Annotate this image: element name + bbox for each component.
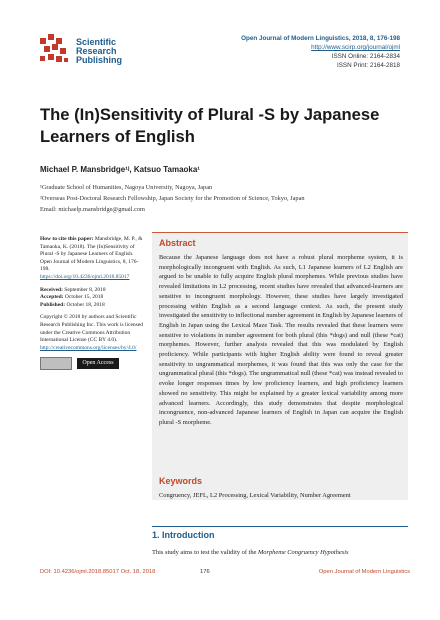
paper-title: The (In)Sensitivity of Plural -S by Japanese Learners of English [40,105,380,146]
journal-url-link[interactable]: http://www.scirp.org/journal/ojml [311,44,400,51]
abstract-heading: Abstract [159,238,196,248]
affiliations [40,182,400,215]
intro-heading: 1. Introduction [152,530,215,540]
cc-by-icon [40,357,72,370]
intro-text-italic: Morpheme Congruency Hypothesis [257,549,349,556]
license-badges [40,357,146,370]
journal-header [241,34,400,70]
author-list: Michael P. Mansbridge¹ʲ, Katsuo Tamaoka¹ [40,165,200,174]
issn-online: ISSN Online: 2164-2834 [331,53,400,60]
accepted-date: October 15, 2018 [64,294,104,301]
open-access-badge: Open Access [77,358,118,369]
received-date: September 8, 2018 [64,286,106,293]
footer-journal: Open Journal of Modern Linguistics [318,569,410,575]
cite-label: How to cite this paper: [40,236,94,242]
abstract-rule [152,232,408,233]
intro-text-start: This study aims to test the validity of the [152,549,258,556]
article-sidebar [40,236,146,370]
published-label: Published: [40,301,66,308]
copyright-text: Copyright © 2018 by authors and Scientific Research Publishing Inc. This work is licensed under the Creative Commons Attribution International License (CC BY 4.0). [40,314,144,344]
citation-block [40,236,146,282]
keywords-heading: Keywords [159,476,203,486]
affiliation-2: ²Overseas Post-Doctoral Research Fellowship, Japan Society for the Promotion of Science, Tokyo, Japan [40,195,305,202]
license-link[interactable]: http://creativecommons.org/licenses/by/4.0/ [40,344,137,351]
copyright-block [40,314,146,352]
published-date: October 18, 2018 [66,301,105,308]
abstract-text: Because the Japanese language does not have a robust plural morpheme system, it is morphologically incongruent with English. As such, L1 Japanese learners of L2 English are argued to be unable to fully acquire English plural morphemes. While previous studies have revealed limitations in L2 processing, recent studies have revealed that advanced-learners are sensitive to incongruent morphology. However, these studies have largely investigated processing within English as a second language context. As such, the present study investigated the sensitivity to inflectional number agreement in English by Japanese learners of English in Japan using the Lexical Maze Task. The results revealed that these learners were sensitive to violations in number agreement for both plural (this *dogs) and null (these *cat) morphemes. However, further analysis revealed that this was modulated by English proficiency. While participants with higher English ability were found to reveal greater sensitivity to ungrammatical morphemes, it was found that this was only the case for the ungrammatical plural (this *dogs). The ungrammatical null (these *cat) was instead revealed to evoke longer responses times by low proficiency learners, and high proficiency learners showed no sensitivity. This might be explained by a greater lexical variability among more advanced learners. Accordingly, this study demonstrates that despite morphological incongruence, non-advanced Japanese learners of English in Japan can acquire the English plural -S morpheme. [159,254,403,426]
page-number: 176 [200,569,210,575]
affiliation-1: ¹Graduate School of Humanities, Nagoya University, Nagoya, Japan [40,184,213,191]
intro-rule [152,526,408,527]
keywords-text: Congruency, JEFL, L2 Processing, Lexical Variability, Number Agreement [159,492,351,499]
publisher-line: Research [76,46,117,56]
cite-text: Mansbridge, M. P., & Tamaoka, K. (2018). The (In)Sensitivity of Plural -S by Japanese Learners of English. Open Journal of Modern Linguistics, 8, 176-198. [40,236,143,273]
issn-print: ISSN Print: 2164-2818 [336,62,400,69]
publisher-line: Scientific [76,37,117,47]
accepted-label: Accepted: [40,294,64,301]
intro-text [152,548,408,558]
footer-doi: DOI: 10.4236/ojml.2018.85017 Oct. 18, 2018 [40,569,156,575]
publisher-name [76,38,122,65]
dates-block [40,287,146,310]
author-email: Email: michaelp.mansbridge@gmail.com [40,206,145,213]
journal-line: Open Journal of Modern Linguistics, 2018, 8, 176-198 [241,35,400,42]
received-label: Received: [40,286,63,293]
publisher-line: Publishing [76,55,122,65]
cite-doi-link[interactable]: https://doi.org/10.4236/ojml.2018.85017 [40,273,130,280]
